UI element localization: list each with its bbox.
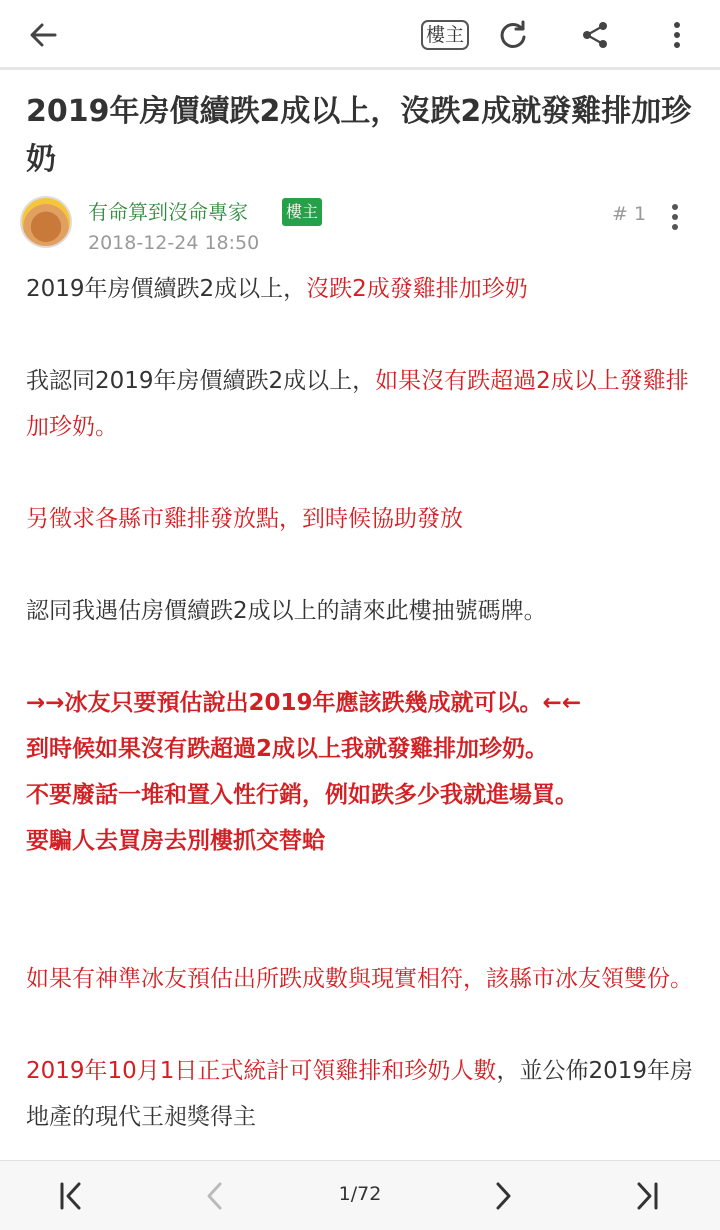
share-button[interactable]: [570, 10, 620, 60]
content-text: ，並公佈2019年房地產的現代王昶獎得主: [26, 1058, 693, 1130]
op-only-label: 樓主: [421, 20, 469, 50]
avatar[interactable]: [20, 196, 72, 248]
content-text: 如果沒有跌超過2成以上發雞排加珍奶。: [26, 368, 689, 440]
post-title: 2019年房價續跌2成以上，沒跌2成就發雞排加珍奶: [26, 94, 692, 177]
more-vertical-icon: [670, 202, 680, 232]
content-line: [26, 818, 702, 864]
back-button[interactable]: [18, 10, 68, 60]
content-text: 如果有神準冰友預估出所跌成數與現實相符，該縣市冰友領雙份。: [26, 966, 693, 992]
content-text: 要騙人去買房去別樓抓交替蛤: [26, 828, 325, 854]
more-vertical-icon: [672, 20, 682, 50]
first-page-button[interactable]: [48, 1173, 94, 1219]
author-name[interactable]: 有命算到沒命專家: [88, 200, 248, 224]
content-line: [26, 910, 702, 956]
post-more-button[interactable]: [660, 200, 690, 234]
floor-number: # 1: [612, 203, 647, 225]
last-page-button[interactable]: [624, 1173, 670, 1219]
prev-page-button[interactable]: [192, 1173, 238, 1219]
content-line: [26, 542, 702, 588]
share-icon: [581, 21, 609, 49]
content-text: 到時候如果沒有跌超過2成以上我就發雞排加珍奶。: [26, 736, 549, 762]
content-line: [26, 772, 702, 818]
op-badge: 樓主: [282, 198, 322, 226]
more-options-button[interactable]: [652, 10, 702, 60]
prev-page-icon: [205, 1180, 225, 1212]
content-text: 認同我遇估房價續跌2成以上的請來此樓抽號碼牌。: [26, 598, 547, 624]
last-page-icon: [633, 1180, 661, 1212]
content-line: [26, 450, 702, 496]
content-text: →→冰友只要預估說出2019年應該跌幾成就可以。←←: [26, 690, 582, 716]
refresh-button[interactable]: [488, 10, 538, 60]
content-line: [26, 680, 702, 726]
content-line: [26, 496, 702, 542]
post-timestamp: 2018-12-24 18:50: [88, 232, 260, 254]
next-page-icon: [493, 1180, 513, 1212]
content-line: [26, 358, 702, 450]
content-text: 沒跌2成發雞排加珍奶: [306, 276, 528, 302]
content-line: [26, 956, 702, 1002]
content-line: [26, 1002, 702, 1048]
refresh-icon: [498, 20, 528, 50]
content-text: 2019年10月1日正式統計可領雞排和珍奶人數: [26, 1058, 497, 1084]
content-text: 2019年房價續跌2成以上，: [26, 276, 307, 302]
op-only-button[interactable]: [420, 10, 470, 60]
page-indicator[interactable]: 1/72: [338, 1183, 382, 1205]
content-text: 另徵求各縣市雞排發放點，到時候協助發放: [26, 506, 463, 532]
content-line: [26, 266, 702, 312]
content-line: [26, 634, 702, 680]
content-line: [26, 726, 702, 772]
post-content: [26, 266, 702, 1140]
content-line: [26, 1048, 702, 1140]
pagination-bar: [0, 1160, 720, 1230]
content-text: 我認同2019年房價續跌2成以上，: [26, 368, 376, 394]
first-page-icon: [57, 1180, 85, 1212]
content-line: [26, 864, 702, 910]
next-page-button[interactable]: [480, 1173, 526, 1219]
top-toolbar: [0, 0, 720, 70]
content-line: [26, 312, 702, 358]
back-arrow-icon: [28, 20, 58, 50]
content-text: 不要廢話一堆和置入性行銷，例如跌多少我就進場買。: [26, 782, 578, 808]
content-line: [26, 588, 702, 634]
